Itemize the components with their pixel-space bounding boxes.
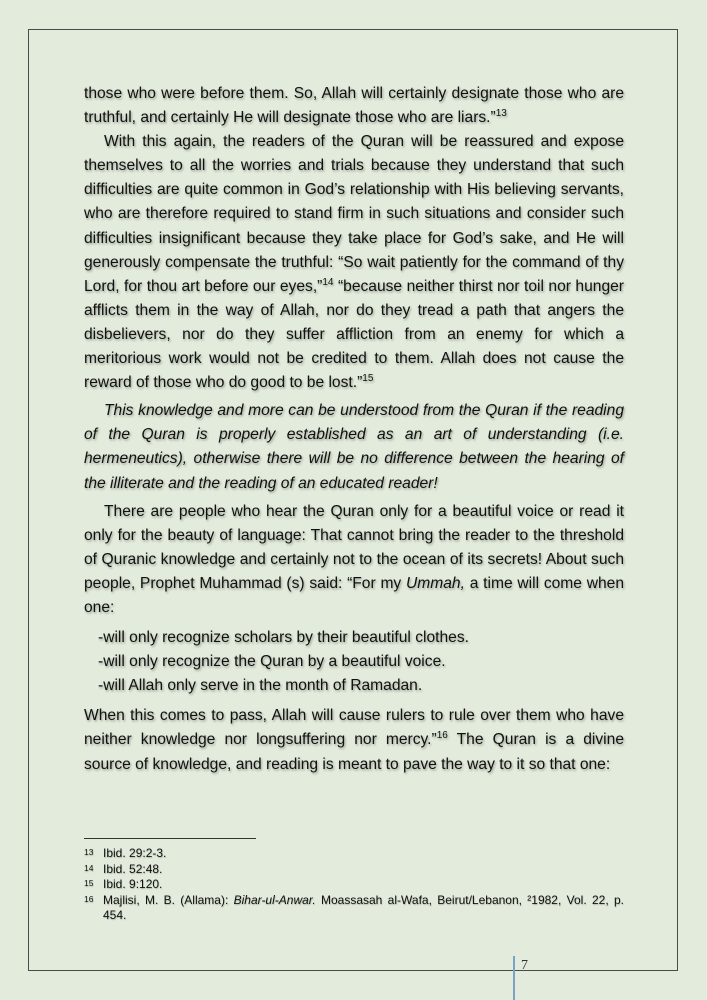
page-number: 7 [521, 958, 528, 973]
footnote-text: Ibid. 52:48. [103, 861, 163, 876]
hadith-list [98, 626, 624, 698]
footnote-mark: 15 [84, 878, 94, 888]
footnote-mark: 14 [84, 862, 94, 873]
paragraph-5-text-a: When this comes to pass, Allah will cause rulers to rule over them who have neither knowledge nor longsuffering nor mercy.” [84, 707, 624, 749]
paragraph-4-text-a: There are people who hear the Quran only for a beautiful voice or read it only for the beauty of language: That cannot bring the reader to the threshold of Quranic knowledge and certainly not to the ocean of its secrets! About such people, Prophet Muhammad (s) said: “For my [84, 502, 624, 592]
ummah-term: Ummah, [406, 574, 465, 592]
footnote-ref-14: 14 [322, 276, 334, 288]
paragraph-3: This knowledge and more can be understood from the Quran if the reading of the Quran is properly established as an art of understanding (i.e. hermeneutics), otherwise there will be no difference between the hearing of the illiterate and the reading of an educated reader! [84, 402, 624, 492]
paragraph-1-text: those who were before them. So, Allah will certainly designate those who are truthful, and certainly He will designate those who are liars.” [84, 85, 624, 127]
footnotes [84, 846, 624, 924]
footnote-separator [84, 838, 256, 839]
paragraph-4-text-b: a time will come when one: [84, 574, 624, 616]
paragraph-4 [84, 500, 624, 620]
book-title: Bihar-ul-Anwar. [233, 892, 316, 907]
paragraph-5 [84, 704, 624, 776]
footnote-mark: 16 [84, 893, 94, 904]
paragraph-5-text-b: The Quran is a divine source of knowledge, and reading is meant to pave the way to it so that one: [84, 731, 624, 773]
list-item: -will Allah only serve in the month of Ramadan. [98, 677, 423, 695]
footnote-text: Ibid. 29:2-3. [103, 846, 167, 860]
footnote-ref-16: 16 [436, 730, 448, 742]
footnote-text [103, 893, 624, 924]
list-item: -will only recognize scholars by their beautiful clothes. [98, 629, 469, 647]
footnote-text-b: Moassasah al-Wafa, Beirut/Lebanon, ²1982, Vol. 22, p. 454. [103, 892, 624, 922]
paragraph-2-text-a: With this again, the readers of the Quran will be reassured and expose themselves to all the worries and trials because they understand that such difficulties are quite common in God’s relationship with His believing servants, who are therefore required to stand firm in such situations and consider such difficulties insignificant because they take place for God’s sake, and He will generously compensate the truthful: “So wait patiently for the command of thy Lord, for thou art before our eyes,” [84, 133, 624, 295]
body-text [84, 82, 624, 777]
paragraph-2 [84, 130, 624, 395]
page-number-bar [513, 956, 515, 1000]
footnote-ref-13: 13 [495, 107, 507, 119]
footnote-13 [84, 846, 624, 862]
footnote-mark: 13 [84, 847, 94, 857]
footnote-ref-15: 15 [362, 372, 374, 384]
footnote-text-a: Majlisi, M. B. (Allama): [103, 892, 234, 907]
list-item: -will only recognize the Quran by a beautiful voice. [98, 653, 446, 671]
paragraph-2-text-b: “because neither thirst nor toil nor hunger afflicts them in the way of Allah, nor do they tread a path that angers the disbelievers, nor do they suffer affliction from an enemy for which a meritorious work would not be credited to them. Allah does not cause the reward of those who do good to be lost.” [84, 277, 624, 392]
footnote-16 [84, 893, 624, 924]
footnote-14 [84, 862, 624, 878]
paragraph-1 [84, 82, 624, 130]
footnote-text: Ibid. 9:120. [103, 877, 163, 891]
footnote-15 [84, 877, 624, 893]
